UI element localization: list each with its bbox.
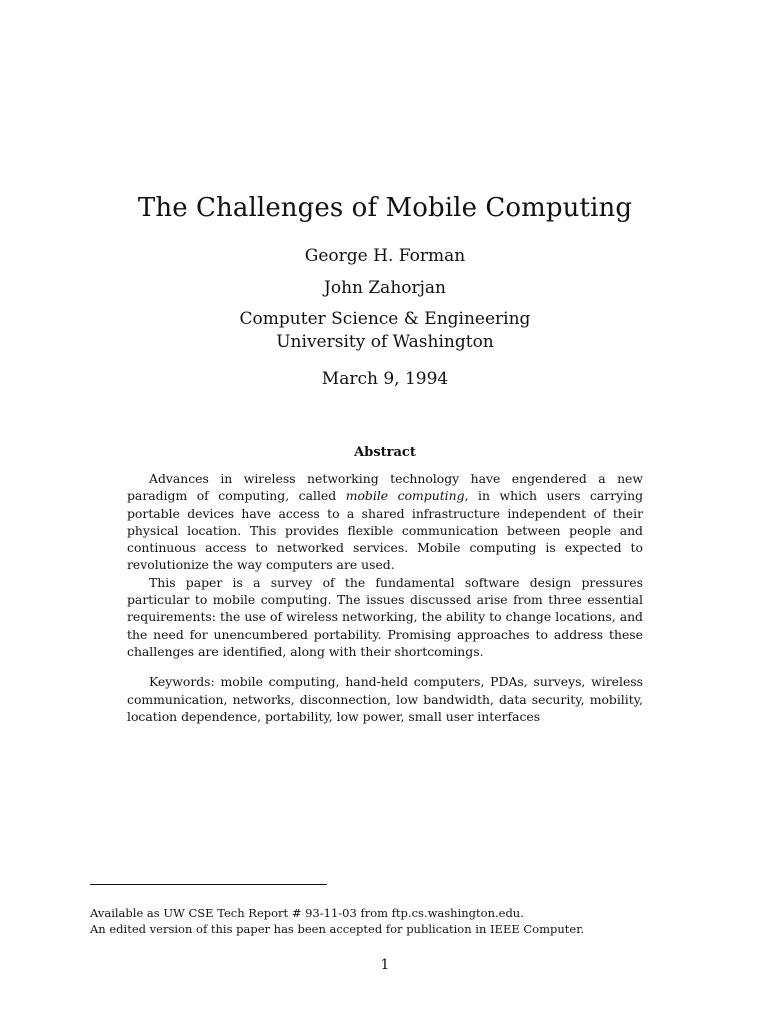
abstract-p1-text-start: Advances in wireless networking technology have engendered a new paradigm of computing, called	[127, 471, 643, 504]
paper-date: March 9, 1994	[321, 369, 449, 389]
page-number: 1	[380, 957, 390, 973]
footnotes	[90, 905, 690, 937]
abstract-p1-text-end: , in which users carrying portable devices have access to a shared infrastructure independent of their physical location. This provides flexible communication between people and continuous access to networked services. Mobile computing is expected to revolutionize the way computers are used.	[127, 488, 644, 573]
abstract-body	[127, 470, 643, 725]
author-2: John Zahorjan	[324, 278, 446, 298]
affiliation-department: Computer Science & Engineering	[239, 309, 531, 329]
footnote-2: An edited version of this paper has been accepted for publication in IEEE Computer.	[90, 922, 585, 936]
author-1: George H. Forman	[304, 246, 466, 266]
keywords: Keywords: mobile computing, hand-held computers, PDAs, surveys, wireless communication, networks, disconnection, low bandwidth, data security, mobility, location dependence, portability, low power, small user interfaces	[127, 674, 643, 724]
abstract-paragraph-2: This paper is a survey of the fundamental software design pressures particular to mobile computing. The issues discussed arise from three essential requirements: the use of wireless networking, the ability to change locations, and the need for unencumbered portability. Promising approaches to address these challenges are identified, along with their shortcomings.	[127, 574, 643, 659]
affiliation-university: University of Washington	[276, 332, 494, 352]
abstract-paragraph-1	[127, 470, 643, 574]
abstract-heading: Abstract	[354, 445, 416, 460]
abstract-p1-emphasis: mobile computing	[345, 488, 465, 504]
paper-title: The Challenges of Mobile Computing	[137, 193, 633, 223]
footnote-rule	[90, 884, 327, 885]
footnote-1: Available as UW CSE Tech Report # 93-11-03 from ftp.cs.washington.edu.	[90, 906, 524, 920]
